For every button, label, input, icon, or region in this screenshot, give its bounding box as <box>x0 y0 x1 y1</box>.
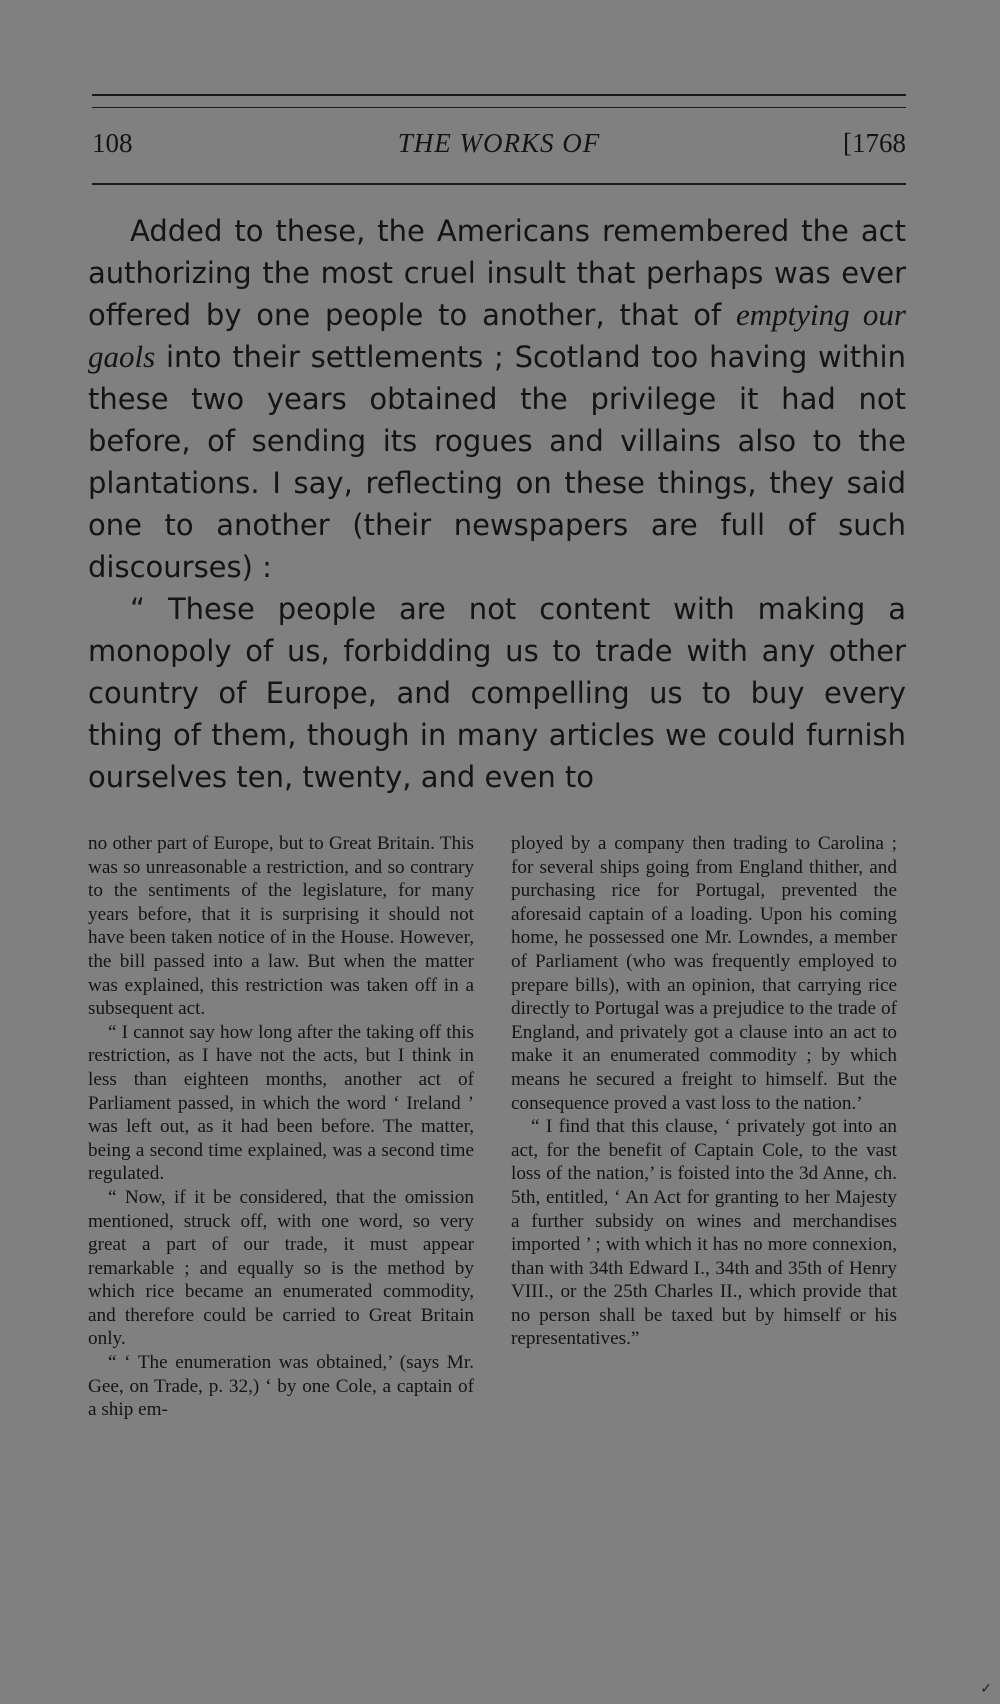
main-paragraph-1-text-b: into their settlements ; Scotland too having within these two years obtained the privilege it had not before, of sending its rogues and villains also to the plantations. I say, reflecting on these things, they said one to another (their newspapers are full of such discourses) : <box>88 340 906 584</box>
corner-mark: ✓ <box>980 1682 992 1697</box>
header-rule-second <box>92 107 906 108</box>
header-year: [1768 <box>843 128 906 158</box>
main-paragraph-1 <box>88 210 906 588</box>
main-paragraph-2: “ These people are not content with making a monopoly of us, forbidding us to trade with any other country of Europe, and compelling us to buy every thing of them, though in many articles we could furnish ourselves ten, twenty, and even to <box>88 592 906 794</box>
header-rule-bottom <box>92 183 906 185</box>
footnote-right-paragraph-2: “ I find that this clause, ‘ privately got into an act, for the benefit of Captain Cole, to the vast loss of the nation,’ is foisted into the 3d Anne, ch. 5th, entitled, ‘ An Act for granting to her Majesty a further subsidy on wines and merchandises imported ’ ; with which it has no more connexion, than with 34th Edward I., 34th and 35th of Henry VIII., or the 25th Charles II., which provide that no person shall be taxed but by himself or his representatives.” <box>511 1116 897 1350</box>
footnote-column-right <box>511 832 897 1351</box>
footnote-left-paragraph-1: no other part of Europe, but to Great Britain. This was so unreasonable a restriction, and so contrary to the sentiments of the legislature, for many years before, that it is surprising it should not have been taken notice of in the House. However, the bill passed into a law. But when the matter was explained, this restriction was taken off in a subsequent act. <box>88 833 474 1020</box>
footnote-right-paragraph-1: ployed by a company then trading to Carolina ; for several ships going from England thither, and purchasing rice for Portugal, prevented the aforesaid captain of a loading. Upon his coming home, he possessed one Mr. Lowndes, a member of Parliament (who was frequently employed to prepare bills), with an opinion, that carrying rice directly to Portugal was a prejudice to the trade of England, and privately got a clause into an act to make it an enumerated commodity ; by which means he secured a freight to himself. But the consequence proved a vast loss to the nation.’ <box>511 833 897 1114</box>
footnote-left-paragraph-4: “ ‘ The enumeration was obtained,’ (says Mr. Gee, on Trade, p. 32,) ‘ by one Cole, a captain of a ship em- <box>88 1352 474 1421</box>
footnote-left-paragraph-2: “ I cannot say how long after the taking off this restriction, as I have not the acts, but I think in less than eighteen months, another act of Parliament passed, in which the word ‘ Ireland ’ was left out, as it had been before. The matter, being a second time explained, was a second time regulated. <box>88 1021 474 1185</box>
main-text <box>88 210 906 798</box>
main-paragraph-1-italic: emptying our gaols <box>88 297 907 374</box>
footnote-column-left <box>88 832 474 1422</box>
footnote-left-paragraph-3: “ Now, if it be considered, that the omission mentioned, struck off, with one word, so very great a part of our trade, it must appear remarkable ; and equally so is the method by which rice became an enumerated commodity, and therefore could be carried to Great Britain only. <box>88 1186 474 1350</box>
header-rule-top <box>92 94 906 96</box>
main-paragraph-1-text-a: Added to these, the Americans remembered the act authorizing the most cruel insult that perhaps was ever offered by one people to another, that of <box>88 214 906 332</box>
page-number: 108 <box>92 128 133 158</box>
running-header <box>92 128 906 168</box>
running-title: THE WORKS OF <box>397 128 601 158</box>
